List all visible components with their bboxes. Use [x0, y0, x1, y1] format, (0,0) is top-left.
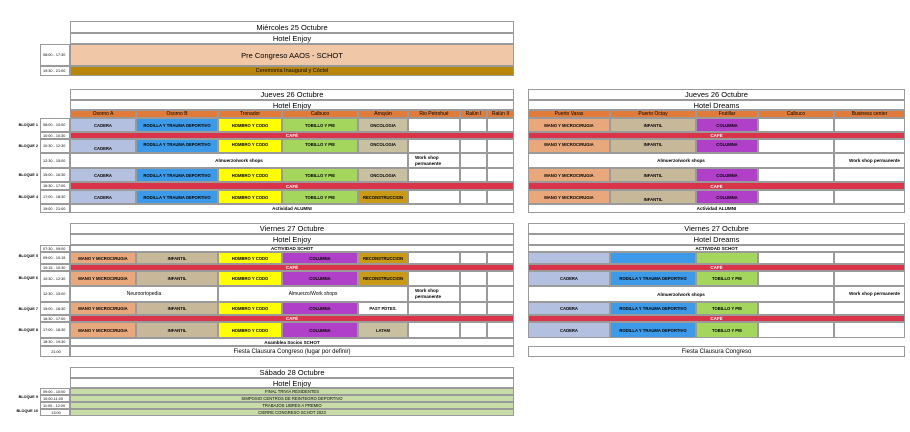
block-label: BLOQUE 5: [18, 254, 38, 258]
session-cell: TOBILLO Y PIE: [282, 168, 358, 182]
session-cell: RECONSTRUCCION: [358, 252, 408, 264]
room-header: Ralún II: [487, 110, 514, 118]
block-label: BLOQUE 8: [18, 328, 38, 332]
session-cell: TOBILLO Y PIE: [282, 118, 358, 132]
session-cell: MANO Y MICROCIRUGIA: [528, 118, 610, 132]
block-label: BLOQUE 1: [18, 123, 38, 127]
empty-cell: [460, 322, 487, 338]
thu-dreams-title: Jueves 26 Octubre: [528, 89, 905, 100]
room-header: Business center: [834, 110, 905, 118]
thu-dreams-venue: Hotel Dreams: [528, 100, 905, 110]
empty-cell: [487, 190, 514, 204]
cafe-break: CAFÉ: [528, 132, 905, 139]
wed-ceremony: Ceremonia Inaugural y Cóctel: [70, 66, 514, 76]
session-cell: INFANTIL: [610, 168, 696, 182]
session-cell: INFANTIL: [136, 271, 218, 286]
session-cell: RECONSTRUCCION: [358, 190, 408, 204]
workshop-permanent: Work shop permanente: [834, 153, 905, 168]
session-cell: TOBILLO Y PIE: [696, 302, 758, 315]
wed-venue: Hotel Enjoy: [70, 33, 514, 44]
session-cell: TOBILLO Y PIE: [282, 190, 358, 204]
empty-cell: [460, 302, 487, 315]
time-slot: 19:00 - 21:00: [40, 204, 70, 213]
time-slot: 17:00 - 18:30: [40, 322, 70, 338]
thu-venue: Hotel Enjoy: [70, 100, 514, 110]
time-slot: 15:00 - 16:30: [40, 302, 70, 315]
session-cell: HOMBRO Y CODO: [218, 322, 282, 338]
fri-venue: Hotel Enjoy: [70, 234, 514, 245]
room-header: Calbuco: [758, 110, 834, 118]
empty-cell: [834, 118, 905, 132]
empty-cell: [487, 286, 514, 302]
session-cell: RODILLA Y TRAUMA DEPORTIVO: [136, 118, 218, 132]
assembly: Asamblea Socios SCHOT: [70, 338, 514, 346]
session-cell: COLUMNA: [282, 252, 358, 264]
session-cell: CADERA: [70, 139, 136, 153]
empty-cell: [460, 252, 487, 264]
session-cell: TOBILLO Y PIE: [282, 139, 358, 153]
cafe-break: CAFÉ: [70, 264, 514, 271]
fri-title: Viernes 27 Octubre: [70, 223, 514, 234]
block-label: BLOQUE 4: [18, 195, 38, 199]
empty-cell: [834, 322, 905, 338]
room-header: Rio Petrohué: [408, 110, 460, 118]
time-slot: 17:00 - 18:30: [40, 190, 70, 204]
schot-activity: ACTIVIDAD SCHOT: [70, 245, 514, 252]
session-cell: INFANTIL: [610, 190, 696, 204]
wed-title: Miércoles 25 Octubre: [70, 21, 514, 33]
cafe-break: CAFÉ: [70, 132, 514, 139]
session-cell: HOMBRO Y CODO: [218, 252, 282, 264]
room-header: Puerto Octay: [610, 110, 696, 118]
session-cell: TOBILLO Y PIE: [696, 271, 758, 286]
empty-cell: [487, 252, 514, 264]
session-cell: CADERA: [70, 168, 136, 182]
session-cell: ONCOLOGIA: [358, 139, 408, 153]
time-slot: 09:00 - 10:00: [40, 388, 70, 395]
empty-cell: [460, 271, 487, 286]
time-slot: 16:30 - 17:00: [40, 182, 70, 190]
empty-cell: [834, 139, 905, 153]
room-header: Puerto Varas: [528, 110, 610, 118]
fri-dreams-venue: Hotel Dreams: [528, 234, 905, 245]
empty-cell: [408, 302, 460, 315]
session-cell: INFANTIL: [136, 322, 218, 338]
room-header: Calbuco: [282, 110, 358, 118]
time-slot: 10:15 - 10:30: [40, 264, 70, 271]
session-cell: RODILLA Y TRAUMA DEPORTIVO: [610, 322, 696, 338]
time-slot: 08:00 - 10:00: [40, 118, 70, 132]
session-cell: CADERA: [528, 302, 610, 315]
closing-party: Fiesta Clausura Congreso: [528, 346, 905, 357]
session-cell: LATAM: [358, 322, 408, 338]
room-header: Frutillar: [696, 110, 758, 118]
empty-cell: [408, 322, 460, 338]
empty-cell: [758, 252, 834, 264]
cafe-break: CAFÉ: [70, 315, 514, 322]
lunch-workshops: Almuerzo/Work shops: [218, 286, 408, 302]
session-cell: MANO Y MICROCIRUGIA: [70, 271, 136, 286]
block-label: BLOQUE 3: [18, 173, 38, 177]
session-cell: MANO Y MICROCIRUGIA: [70, 302, 136, 315]
cafe-break: CAFÉ: [70, 182, 514, 190]
sat-session: SIMPOSIO CENTROS DE REINTEGRO DEPORTIVO: [70, 395, 514, 402]
session-cell: HOMBRO Y CODO: [218, 190, 282, 204]
room-header: Arrayán: [358, 110, 408, 118]
fri-dreams-title: Viernes 27 Octubre: [528, 223, 905, 234]
session-cell: HOMBRO Y CODO: [218, 118, 282, 132]
empty-cell: [758, 322, 834, 338]
block-label: BLOQUE 7: [18, 307, 38, 311]
time-slot: 13:00: [40, 409, 70, 416]
empty-cell: [408, 118, 460, 132]
sat-session: CIERRE CONGRESO SCHOT 2023: [70, 409, 514, 416]
session-cell: COLUMNA: [282, 302, 358, 315]
thu-title: Jueves 26 Octubre: [70, 89, 514, 100]
empty-cell: [460, 190, 487, 204]
session-cell: COLUMNA: [696, 168, 758, 182]
lunch-workshops: Almuerzo/work shops: [528, 286, 834, 302]
session-cell: COLUMNA: [696, 190, 758, 204]
empty-cell: [408, 168, 460, 182]
cafe-break: CAFÉ: [528, 264, 905, 271]
session-cell: INFANTIL: [610, 118, 696, 132]
empty-cell: [487, 322, 514, 338]
empty-cell: [487, 118, 514, 132]
empty-cell: [758, 302, 834, 315]
lunch-workshops: Almuerzo/work shops: [70, 153, 408, 168]
time-slot: 11:00 - 12:00: [40, 402, 70, 409]
sat-title: Sábado 28 Octubre: [70, 367, 514, 378]
time-slot: 15:00 - 16:30: [40, 168, 70, 182]
session-cell: MANO Y MICROCIRUGIA: [528, 139, 610, 153]
empty-cell: [408, 271, 460, 286]
empty-cell: [487, 139, 514, 153]
empty-cell: [834, 271, 905, 286]
cafe-break: CAFÉ: [528, 182, 905, 190]
empty-cell: [758, 271, 834, 286]
closing-party: Fiesta Clausura Congreso (lugar por definir): [70, 346, 514, 357]
session-cell: MANO Y MICROCIRUGIA: [528, 190, 610, 204]
empty-cell: [487, 153, 514, 168]
sat-venue: Hotel Enjoy: [70, 378, 514, 388]
time-slot: 21:00: [40, 346, 70, 357]
sat-session: FINAL TRIVIA RESIDENTES: [70, 388, 514, 395]
empty-session: [528, 252, 610, 264]
empty-session: [610, 252, 696, 264]
session-cell: ONCOLOGIA: [358, 118, 408, 132]
empty-cell: [834, 252, 905, 264]
empty-cell: [758, 118, 834, 132]
session-cell: COLUMNA: [282, 322, 358, 338]
session-cell: HOMBRO Y CODO: [218, 302, 282, 315]
session-cell: INFANTIL: [610, 139, 696, 153]
time-slot: 10:00-11:00: [40, 395, 70, 402]
schot-activity: ACTIVIDAD SCHOT: [528, 245, 905, 252]
empty-cell: [460, 118, 487, 132]
time-slot: 09:00 - 10:15: [40, 252, 70, 264]
time-slot: 07:30 - 09:00: [40, 245, 70, 252]
empty-cell: [487, 271, 514, 286]
session-cell: MANO Y MICROCIRUGIA: [70, 322, 136, 338]
session-cell: CADERA: [528, 322, 610, 338]
alumni-activity: Actividad ALUMNI: [70, 204, 514, 213]
session-cell: RODILLA Y TRAUMA DEPORTIVO: [136, 139, 218, 153]
workshop-permanent: Work shop permanente: [834, 286, 905, 302]
session-cell: RECONSTRUCCION: [358, 271, 408, 286]
empty-cell: [834, 168, 905, 182]
empty-cell: [758, 139, 834, 153]
block-label: BLOQUE 10: [16, 409, 38, 413]
time-slot: 12:30 - 15:00: [40, 286, 70, 302]
block-label: BLOQUE 6: [18, 276, 38, 280]
empty-cell: [408, 252, 460, 264]
session-cell: CADERA: [70, 118, 136, 132]
block-label: BLOQUE 2: [18, 144, 38, 148]
time-slot: 10:30 - 12:30: [40, 271, 70, 286]
session-cell: CADERA: [528, 271, 610, 286]
empty-cell: [834, 190, 905, 204]
workshop-permanent: Work shop permanente: [408, 153, 460, 168]
session-cell: RODILLA Y TRAUMA DEPORTIVO: [610, 302, 696, 315]
lunch-workshops: Almuerzo/work shops: [528, 153, 834, 168]
session-cell: RODILLA Y TRAUMA DEPORTIVO: [136, 190, 218, 204]
session-cell: INFANTIL: [136, 302, 218, 315]
room-header: Ralún I: [460, 110, 487, 118]
block-label: BLOQUE 9: [18, 395, 38, 399]
empty-cell: [460, 153, 487, 168]
empty-cell: [758, 168, 834, 182]
time-slot: 16:30 - 17:00: [40, 315, 70, 322]
session-cell: TOBILLO Y PIE: [696, 322, 758, 338]
wed-time-2: 19:30 - 21:00: [40, 66, 70, 76]
empty-cell: [460, 286, 487, 302]
session-cell: HOMBRO Y CODO: [218, 139, 282, 153]
session-cell: PAST PDTES.: [358, 302, 408, 315]
session-cell: ONCOLOGIA: [358, 168, 408, 182]
workshop-permanent: Work shop permanente: [408, 286, 460, 302]
session-cell: MANO Y MICROCIRUGIA: [70, 252, 136, 264]
session-cell: COLUMNA: [696, 139, 758, 153]
empty-cell: [408, 139, 460, 153]
room-header: Osorno B: [136, 110, 218, 118]
session-cell: HOMBRO Y CODO: [218, 168, 282, 182]
room-header: Osorno A: [70, 110, 136, 118]
empty-cell: [834, 302, 905, 315]
session-cell: CADERA: [70, 190, 136, 204]
time-slot: 18:30 - 19:30: [40, 338, 70, 346]
empty-cell: [460, 139, 487, 153]
empty-cell: [758, 190, 834, 204]
wed-time-1: 08:00 - 17:30: [40, 44, 70, 66]
empty-cell: [460, 168, 487, 182]
time-slot: 10:00 - 10:30: [40, 132, 70, 139]
session-cell: COLUMNA: [282, 271, 358, 286]
empty-cell: [408, 190, 460, 204]
session-cell: HOMBRO Y CODO: [218, 271, 282, 286]
cafe-break: CAFÉ: [528, 315, 905, 322]
session-cell: RODILLA Y TRAUMA DEPORTIVO: [136, 168, 218, 182]
empty-cell: [487, 302, 514, 315]
empty-session: [696, 252, 758, 264]
session-cell: INFANTIL: [136, 252, 218, 264]
session-cell: MANO Y MICROCIRUGIA: [528, 168, 610, 182]
time-slot: 10:30 - 12:30: [40, 139, 70, 153]
alumni-activity: Actividad ALUMNI: [528, 204, 905, 213]
empty-cell: [487, 168, 514, 182]
session-cell: COLUMNA: [696, 118, 758, 132]
wed-precongress: Pre Congreso AAOS - SCHOT: [70, 44, 514, 66]
room-header: Tronador: [218, 110, 282, 118]
sat-session: TRABAJOS LIBRES A PREMIO: [70, 402, 514, 409]
neuro-session: Neuroortopedia: [70, 286, 218, 302]
time-slot: 12:30 - 15:00: [40, 153, 70, 168]
session-cell: RODILLA Y TRAUMA DEPORTIVO: [610, 271, 696, 286]
